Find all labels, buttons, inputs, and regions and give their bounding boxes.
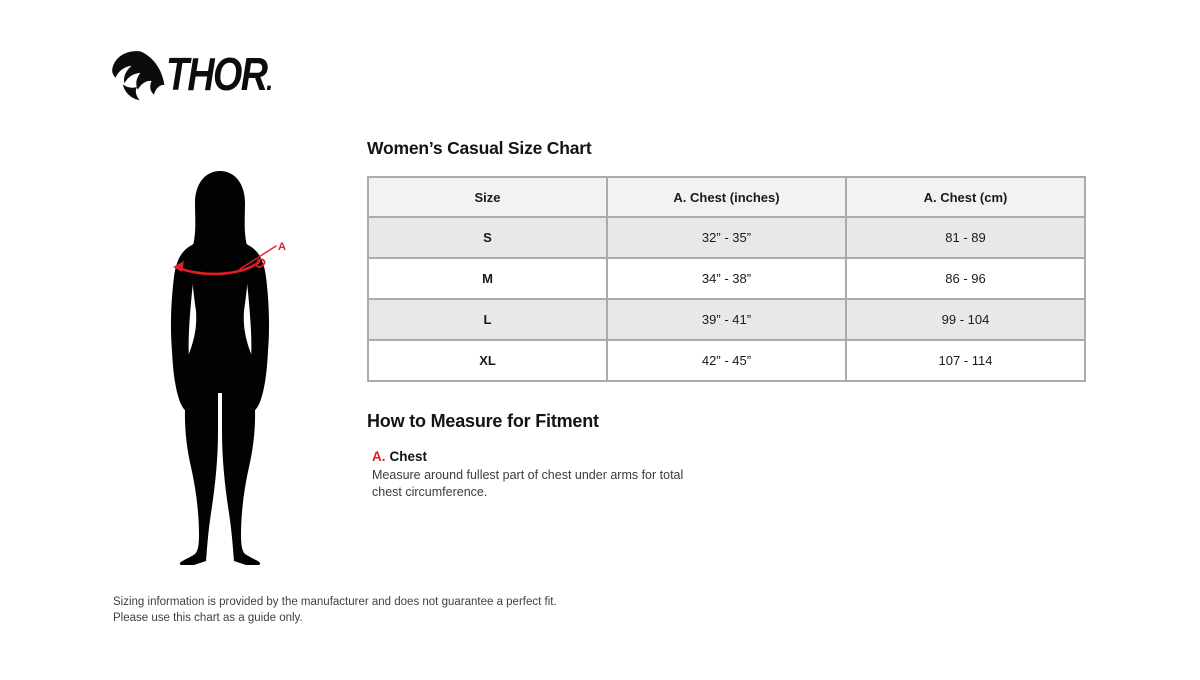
col-header-size: Size — [368, 177, 607, 217]
size-chart-title: Women’s Casual Size Chart — [367, 138, 592, 158]
size-value: L — [368, 299, 607, 340]
thor-logo-text: THOR. — [166, 47, 272, 100]
chest-cm-value: 81 - 89 — [846, 217, 1085, 258]
size-chart-table — [367, 176, 1086, 382]
chest-annotation-label: A — [278, 241, 286, 253]
measure-item-chest — [372, 449, 427, 464]
col-header-chest-cm: A. Chest (cm) — [846, 177, 1085, 217]
col-header-chest-inches: A. Chest (inches) — [607, 177, 846, 217]
size-value: M — [368, 258, 607, 299]
female-silhouette-illustration — [140, 165, 340, 565]
measure-item-key: A. — [372, 449, 386, 464]
table-row — [368, 258, 1085, 299]
chest-cm-value: 86 - 96 — [846, 258, 1085, 299]
disclaimer-line-1: Sizing information is provided by the manufacturer and does not guarantee a perfect fit. — [113, 596, 557, 608]
chest-inches-value: 32” - 35” — [607, 217, 846, 258]
thor-goat-head-icon — [110, 49, 166, 105]
chest-inches-value: 42” - 45” — [607, 340, 846, 381]
disclaimer-line-2: Please use this chart as a guide only. — [113, 611, 303, 624]
disclaimer-footer — [113, 595, 557, 626]
table-row — [368, 217, 1085, 258]
table-header-row — [368, 177, 1085, 217]
table-row — [368, 340, 1085, 381]
chest-inches-value: 34” - 38” — [607, 258, 846, 299]
measure-guide-title: How to Measure for Fitment — [367, 411, 599, 431]
size-value: S — [368, 217, 607, 258]
measurement-figure — [140, 165, 340, 565]
size-value: XL — [368, 340, 607, 381]
chest-inches-value: 39” - 41” — [607, 299, 846, 340]
chest-cm-value: 107 - 114 — [846, 340, 1085, 381]
thor-logo-dot: . — [266, 63, 272, 97]
table-row — [368, 299, 1085, 340]
thor-logo — [110, 46, 295, 108]
measure-item-label: Chest — [389, 449, 428, 464]
chest-cm-value: 99 - 104 — [846, 299, 1085, 340]
measure-item-description: Measure around fullest part of chest under arms for total chest circumference. — [372, 468, 684, 499]
